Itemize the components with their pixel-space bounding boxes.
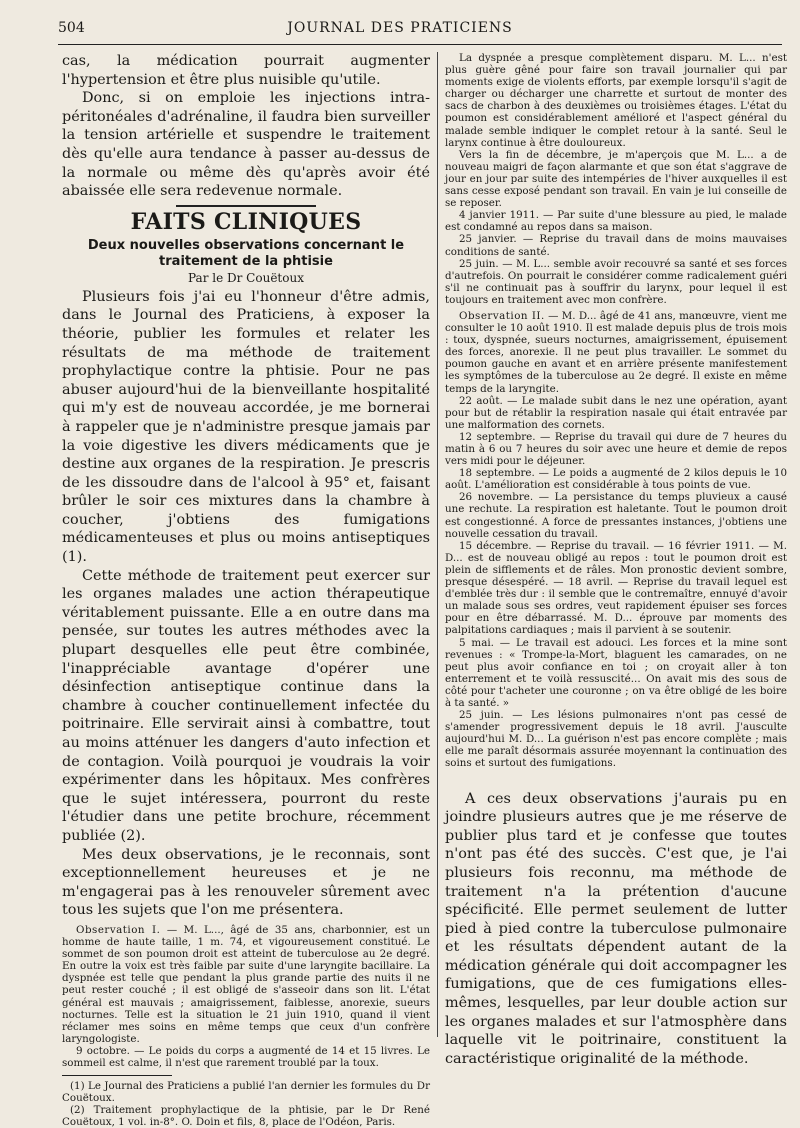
observation-2-label: Observation II. [459, 309, 545, 322]
observation-entry: 5 mai. — Le travail est adouci. Les forces et la mine sont revenues : « Trompe-la-Mort, blaguent les camarades, on ne peut plus avoir confiance en toi ; on croyait aller à ton enterrement et te voilà ressuscité... On avait mis des sous de côté pour t'acheter une couronne ; on va être obligé de les boire à ta santé. » [445, 636, 787, 709]
page-header [0, 16, 800, 38]
observation-1-text: — M. L..., âgé de 35 ans, charbonnier, est un homme de haute taille, 1 m. 74, et vigoureusement constitué. Le sommet de son poumon droit est atteint de tuberculose au 2e degré. En outre la voix est très faible par suite d'une laryngite bacillaire. La dyspnée est telle que pendant la plus grande partie des nuits il ne peut rester couché ; il est obligé de s'asseoir dans son lit. L'état général est mauvais ; amaigrissement, faiblesse, anorexie, sueurs nocturnes. Telle est la situation le 21 juin 1910, quand il vient réclamer mes soins en même temps que ceux d'un confrère laryngologiste. [62, 923, 430, 1045]
footnote-rule [62, 1075, 172, 1076]
footnote: (1) Le Journal des Praticiens a publié l'an dernier les formules du Dr Couëtoux. [62, 1080, 430, 1105]
right-column [445, 52, 787, 1068]
page-number: 504 [58, 20, 85, 36]
observation-2 [445, 310, 787, 395]
observation-entry: 4 janvier 1911. — Par suite d'une blessure au pied, le malade est condamné au repos dans sa maison. [445, 209, 787, 234]
article-title: Deux nouvelles observations concernant le traitement de la phtisie [87, 237, 405, 269]
observation-entry: 15 décembre. — Reprise du travail. — 16 février 1911. — M. D... est de nouveau obligé au repos : tout le poumon droit est plein de sifflements et de râles. Mon pronostic devient sombre, presque désespéré. — 18 avril. — Reprise du travail lequel est d'emblée très dur : il semble que le contremaître, ennuyé d'avoir un malade sous ses ordres, veut rapidement épuiser ses forces pour en être débarrassé. M. D... éprouve par moments des palpitations cardiaques ; mais il parvient à se soutenir. [445, 539, 787, 637]
section-rule [176, 205, 316, 207]
observation-entry: 25 juin. — Les lésions pulmonaires n'ont pas cessé de s'amender progressivement depuis le 18 avril. J'ausculte aujourd'hui M. D... La guérison n'est pas encore complète ; mais elle me paraît désormais assurée moyennant la continuation des soins et surtout des fumigations. [445, 709, 787, 770]
journal-title: JOURNAL DES PRATICIENS [287, 20, 513, 36]
section-title: FAITS CLINIQUES [130, 208, 362, 235]
intro-paragraph: cas, la médication pourrait augmenter l'hypertension et être plus nuisible qu'utile. [62, 53, 430, 88]
header-rule [58, 44, 782, 45]
intro-paragraph: Donc, si on emploie les injections intra-péritonéales d'adrénaline, il faudra bien surveiller la tension artérielle et suspendre le traitement dès qu'elle aura tendance à passer au-dessus de la normale ou même dès qu'après avoir été abaissée elle sera redevenue normale. [62, 90, 430, 200]
article-byline: Par le Dr Couëtoux [188, 270, 304, 285]
observation-entry: 25 juin. — M. L... semble avoir recouvré sa santé et ses forces d'autrefois. On pourrait le considérer comme radicalement guéri s'il ne continuait pas à souffrir du larynx, pour lequel il est toujours en traitement avec mon confrère. [445, 257, 787, 306]
observation-entry: 9 octobre. — Le poids du corps a augmenté de 14 et 15 livres. Le sommeil est calme, il n'est que rarement troublé par la toux. [62, 1044, 430, 1069]
column-divider [437, 52, 438, 1037]
observation-1 [62, 924, 430, 1045]
observation-2-text: — M. D... âgé de 41 ans, manœuvre, vient me consulter le 10 août 1910. Il est malade depuis plus de trois mois : toux, dyspnée, sueurs nocturnes, amaigrissement, épuisement des forces, anorexie. Il ne peut plus travailler. Le sommet du poumon gauche en avant et en arrière présente manifestement les symptômes de la tuberculose au 2e degré. Il existe en même temps de la laryngite. [445, 309, 787, 395]
observation-entry: Vers la fin de décembre, je m'aperçois que M. L... a de nouveau maigri de façon alarmante et que son état s'aggrave de jour en jour par suite des intempéries de l'hiver auxquelles il est sans cesse exposé pendant son travail. En vain je lui conseille de se reposer. [445, 148, 787, 210]
body-paragraph: Plusieurs fois j'ai eu l'honneur d'être admis, dans le Journal des Praticiens, à exposer la théorie, publier les formules et relater les résultats de ma méthode de traitement prophylactique contre la phtisie. Pour ne pas abuser aujourd'hui de la bienveillante hospitalité qui m'y est de nouveau accordée, je me bornerai à rappeler que je n'administre presque jamais par la voie digestive les divers médicaments que je destine aux organes de la respiration. Je prescris de les dissoudre dans de l'alcool à 95° et, faisant brûler le soir ces mixtures dans la chambre à coucher, j'obtiens des fumigations médicamenteuses et plus ou moins antiseptiques (1). [62, 288, 430, 566]
conclusion-paragraph: A ces deux observations j'aurais pu en joindre plusieurs autres que je me réserve de publier plus tard et je confesse que toutes n'ont pas été des succès. C'est que, je l'ai plusieurs fois reconnu, ma méthode de traitement n'a la prétention d'aucune spécificité. Elle permet seulement de lutter pied à pied contre la tuberculose pulmonaire et les résultats dépendent autant de la médication générale qui doit accompagner les fumigations, que de ces fumigations elles-mêmes, lesquelles, par leur double action sur les organes malades et sur l'atmosphère dans laquelle vit le poitrinaire, constituent la caractéristique originalité de la méthode. [445, 790, 787, 1067]
observation-entry: 25 janvier. — Reprise du travail dans de moins mauvaises conditions de santé. [445, 233, 787, 258]
observation-entry: 22 août. — Le malade subit dans le nez une opération, ayant pour but de rétablir la respiration nasale qui était entravée par une malformation des cornets. [445, 394, 787, 431]
observation-1-label: Observation I. [76, 923, 161, 936]
body-paragraph: Cette méthode de traitement peut exercer sur les organes malades une action thérapeutique véritablement puissante. Elle a en outre dans ma pensée, sur toutes les autres méthodes avec la plupart desquelles elle peut être combinée, l'inappréciable avantage d'opérer une désinfection antiseptique continue dans la chambre à coucher continuellement infectée du poitrinaire. Elle servirait ainsi à combattre, tout au moins atténuer les dangers d'auto infection et de contagion. Voilà pourquoi je voudrais la voir expérimenter dans les hôpitaux. Mes confrères que le sujet intéressera, pourront du reste l'étudier dans une petite brochure, récemment publiée (2). [62, 567, 430, 844]
observation-entry: La dyspnée a presque complètement disparu. M. L... n'est plus guère gêné pour faire son travail journalier qui par moments exige de violents efforts, par exemple lorsqu'il s'agit de charger ou décharger une charrette et surtout de monter des sacs de charbon à des deuxièmes ou troisièmes étages. L'état du poumon est considérablement amélioré et l'aspect général du malade semble indiquer le complet retour à la santé. Seul le larynx continue à être douloureux. [445, 52, 787, 149]
observation-entry: 26 novembre. — La persistance du temps pluvieux a causé une rechute. La respiration est haletante. Tout le poumon droit est congestionné. A force de pressantes instances, j'obtiens une nouvelle cessation du travail. [445, 491, 787, 540]
body-paragraph: Mes deux observations, je le reconnais, sont exceptionnellement heureuses et je ne m'engagerai pas à les renouveler sûrement avec tous les sujets que l'on me présentera. [62, 846, 430, 919]
observation-entry: 18 septembre. — Le poids a augmenté de 2 kilos depuis le 10 août. L'amélioration est considérable à tous points de vue. [445, 467, 787, 492]
footnote: (2) Traitement prophylactique de la phtisie, par le Dr René Couëtoux, 1 vol. in-8°. O. Doin et fils, 8, place de l'Odéon, Paris. [62, 1104, 430, 1128]
left-column [62, 52, 430, 1128]
observation-entry: 12 septembre. — Reprise du travail qui dure de 7 heures du matin à 6 ou 7 heures du soir avec une heure et demie de repos vers midi pour le déjeuner. [445, 430, 787, 468]
